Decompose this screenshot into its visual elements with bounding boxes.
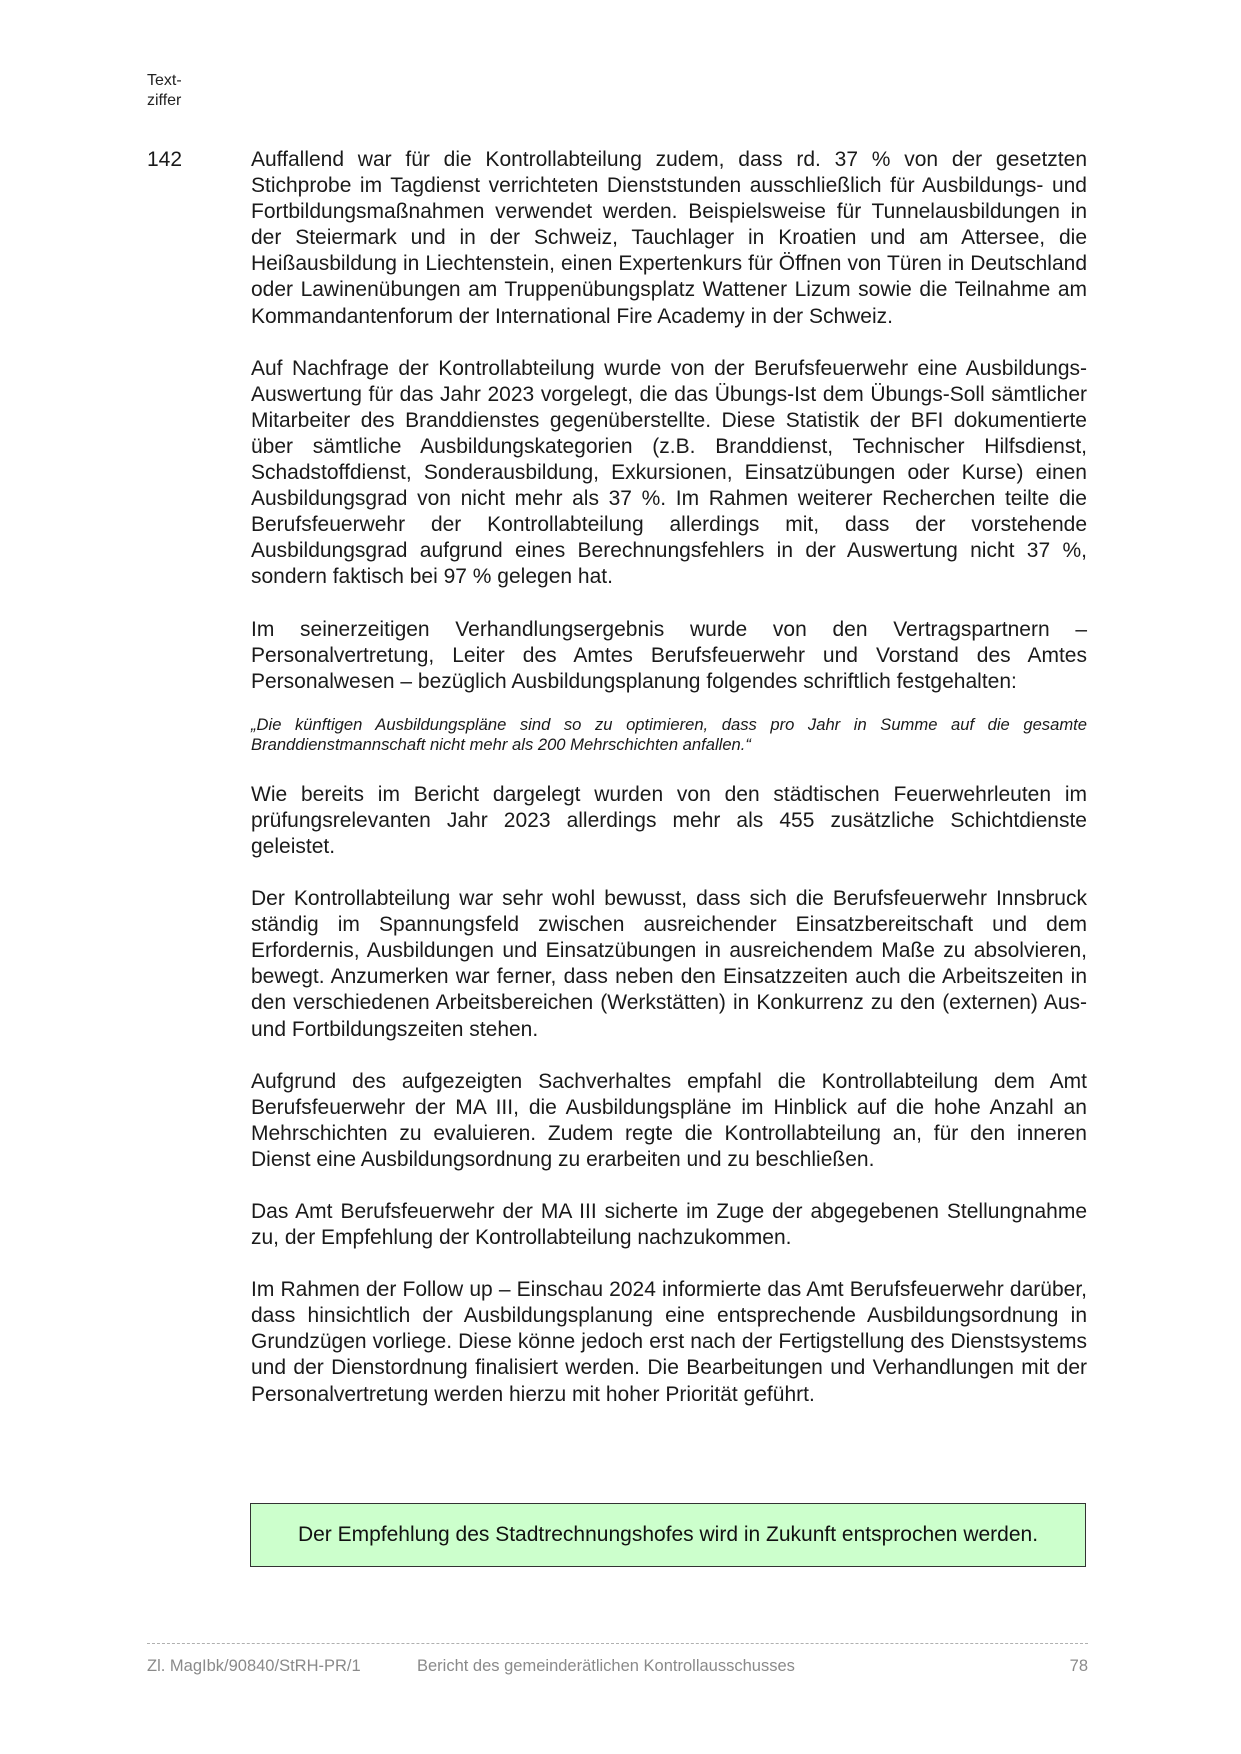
paragraph-negotiation-result: Im seinerzeitigen Verhandlungsergebnis wurde von den Vertragspartnern – Personalvertretung, Leiter des Amtes Berufsfeuerwehr und Vorstand des Amtes Personalwesen – bezüglich Ausbildungsplanung folgendes schriftlich festgehalten: <box>251 617 1087 693</box>
quote-training-plans: „Die künftigen Ausbildungspläne sind so zu optimieren, dass pro Jahr in Summe auf die gesamte Branddienstmannschaft nicht mehr als 200 Mehrschichten anfallen.“ <box>251 714 1087 754</box>
follow-up-result-box <box>250 1503 1086 1567</box>
page-footer <box>147 1656 1088 1676</box>
paragraph-recommendation: Aufgrund des aufgezeigten Sachverhaltes empfahl die Kontrollabteilung dem Amt Berufsfeuerwehr der MA III, die Ausbildungspläne im Hinblick auf die hohe Anzahl an Mehrschichten zu evaluieren. Zudem regte die Kontrollabteilung an, für den inneren Dienst eine Ausbildungsordnung zu erarbeiten und zu beschließen. <box>251 1069 1087 1171</box>
footer-page-number: 78 <box>1069 1657 1088 1675</box>
footer-divider <box>147 1643 1088 1644</box>
section-body <box>251 147 1087 1434</box>
paragraph-tension-field: Der Kontrollabteilung war sehr wohl bewusst, dass sich die Berufsfeuerwehr Innsbruck ständig im Spannungsfeld zwischen ausreichender Einsatzbereitschaft und dem Erfordernis, Ausbildungen und Einsatzübungen in ausreichendem Maße zu absolvieren, bewegt. Anzumerken war ferner, dass neben den Einsatzzeiten auch die Arbeitszeiten in den verschiedenen Arbeitsbereichen (Werkstätten) in Konkurrenz zu den (externen) Aus- und Fortbildungszeiten stehen. <box>251 887 1087 1041</box>
paragraph-training-share: Auffallend war für die Kontrollabteilung zudem, dass rd. 37 % von der gesetzten Stichprobe im Tagdienst verrichteten Dienststunden ausschließlich für Ausbildungs- und Fortbildungsmaßnahmen verwendet werden. Beispielsweise für Tunnelausbildungen in der Steiermark und in der Schweiz, Tauchlager in Kroatien und am Attersee, die Heißausbildung in Liechtenstein, einen Expertenkurs für Öffnen von Türen in Deutschland oder Lawinenübungen am Truppenübungsplatz Wattener Lizum sowie die Teilnahme am Kommandantenforum der International Fire Academy in der Schweiz. <box>251 148 1087 328</box>
paragraph-training-evaluation: Auf Nachfrage der Kontrollabteilung wurde von der Berufsfeuerwehr eine Ausbildungs-Auswertung für das Jahr 2023 vorgelegt, die das Übungs-Ist dem Übungs-Soll sämtlicher Mitarbeiter des Branddienstes gegenüberstellte. Diese Statistik der BFI dokumentierte über sämtliche Ausbildungskategorien (z.B. Branddienst, Technischer Hilfsdienst, Schadstoffdienst, Sonderausbildung, Exkursionen, Einsatzübungen oder Kurse) einen Ausbildungsgrad von nicht mehr als 37 %. Im Rahmen weiterer Recherchen teilte die Berufsfeuerwehr der Kontrollabteilung allerdings mit, dass der vorstehende Ausbildungsgrad aufgrund eines Berechnungsfehlers in der Auswertung nicht 37 %, sondern faktisch bei 97 % gelegen hat. <box>251 356 1087 589</box>
textziffer-label-line1: Text- <box>147 72 182 89</box>
footer-reference: Zl. MagIbk/90840/StRH-PR/1 <box>147 1657 361 1675</box>
follow-up-result-text: Der Empfehlung des Stadtrechnungshofes wird in Zukunft entsprochen werden. <box>297 1523 1039 1546</box>
footer-title: Bericht des gemeinderätlichen Kontrollausschusses <box>417 1657 795 1675</box>
textziffer-number: 142 <box>147 148 183 171</box>
paragraph-extra-shifts: Wie bereits im Bericht dargelegt wurden von den städtischen Feuerwehrleuten im prüfungsrelevanten Jahr 2023 allerdings mehr als 455 zusätzliche Schichtdienste geleistet. <box>251 782 1087 858</box>
paragraph-follow-up: Im Rahmen der Follow up – Einschau 2024 informierte das Amt Berufsfeuerwehr darüber, dass hinsichtlich der Ausbildungsplanung eine entsprechende Ausbildungsordnung in Grundzügen vorliege. Diese könne jedoch erst nach der Fertigstellung des Dienstsystems und der Dienstordnung finalisiert werden. Die Bearbeitungen und Verhandlungen mit der Personalvertretung werden hierzu mit hoher Priorität geführt. <box>251 1278 1087 1406</box>
textziffer-label-line2: ziffer <box>147 92 182 109</box>
textziffer-column-label <box>147 71 182 111</box>
paragraph-statement: Das Amt Berufsfeuerwehr der MA III sicherte im Zuge der abgegebenen Stellungnahme zu, der Empfehlung der Kontrollabteilung nachzukommen. <box>251 1200 1087 1250</box>
